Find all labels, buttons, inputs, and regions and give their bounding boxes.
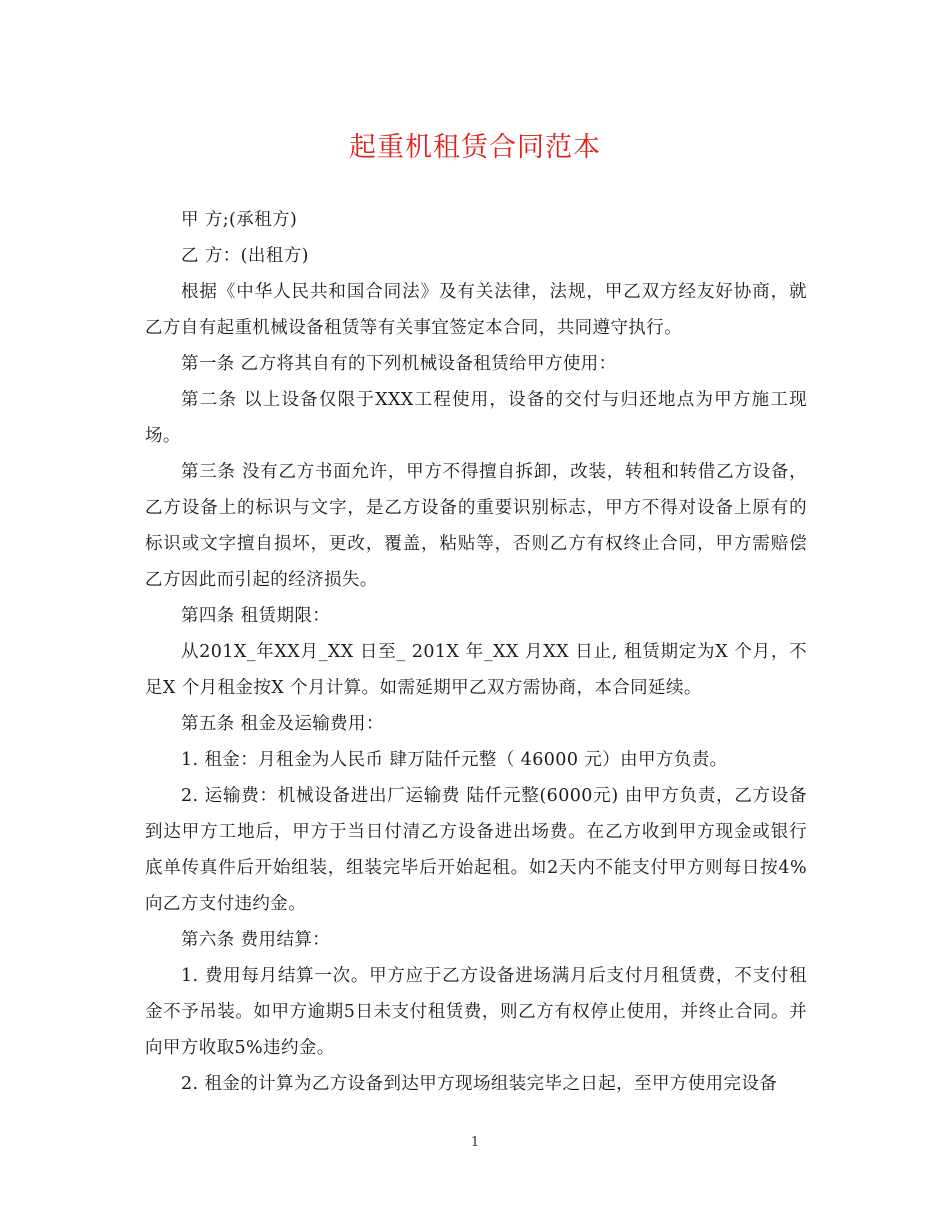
article-5-item-2: 2. 运输费：机械设备进出厂运输费 陆仟元整(6000元) 由甲方负责，乙方设备到达甲方工地后，甲方于当日付清乙方设备进出场费。在乙方收到甲方现金或银行底单传真件后开始组装，组装完毕后开始起租。如2天内不能支付甲方则每日按4%向乙方支付违约金。 — [145, 786, 807, 914]
party-a-line: 甲 方;(承租方) — [181, 210, 298, 230]
article-2: 第二条 以上设备仅限于XXX工程使用，设备的交付与归还地点为甲方施工现场。 — [145, 390, 807, 446]
document-body — [145, 202, 807, 1102]
article-5-heading: 第五条 租金及运输费用： — [181, 714, 384, 734]
article-4-heading: 第四条 租赁期限： — [181, 606, 331, 626]
preamble-paragraph: 根据《中华人民共和国合同法》及有关法律，法规，甲乙双方经友好协商，就乙方自有起重机械设备租赁等有关事宜签定本合同，共同遵守执行。 — [145, 282, 807, 338]
article-6-item-1: 1. 费用每月结算一次。甲方应于乙方设备进场满月后支付月租赁费，不支付租金不予吊装。如甲方逾期5日未支付租赁费，则乙方有权停止使用，并终止合同。并向甲方收取5%违约金。 — [145, 966, 807, 1058]
article-6-item-2: 2. 租金的计算为乙方设备到达甲方现场组装完毕之日起，至甲方使用完设备 — [181, 1074, 778, 1094]
article-6-heading: 第六条 费用结算： — [181, 930, 331, 950]
article-3: 第三条 没有乙方书面允许，甲方不得擅自拆卸，改装，转租和转借乙方设备，乙方设备上的标识与文字，是乙方设备的重要识别标志，甲方不得对设备上原有的标识或文字擅自损坏，更改，覆盖，粘贴等，否则乙方有权终止合同，甲方需赔偿乙方因此而引起的经济损失。 — [145, 462, 807, 590]
page-number: 1 — [470, 1135, 480, 1150]
party-b-line: 乙 方：(出租方) — [181, 246, 309, 266]
article-1: 第一条 乙方将其自有的下列机械设备租赁给甲方使用： — [181, 354, 617, 374]
article-4-term: 从201X_年XX月_XX 日至_ 201X 年_XX 月XX 日止, 租赁期定为X 个月，不足X 个月租金按X 个月计算。如需延期甲乙双方需协商，本合同延续。 — [145, 642, 807, 698]
document-title: 起重机租赁合同范本 — [349, 132, 601, 163]
article-5-item-1: 1. 租金：月租金为人民币 肆万陆仟元整（ 46000 元）由甲方负责。 — [181, 750, 728, 770]
